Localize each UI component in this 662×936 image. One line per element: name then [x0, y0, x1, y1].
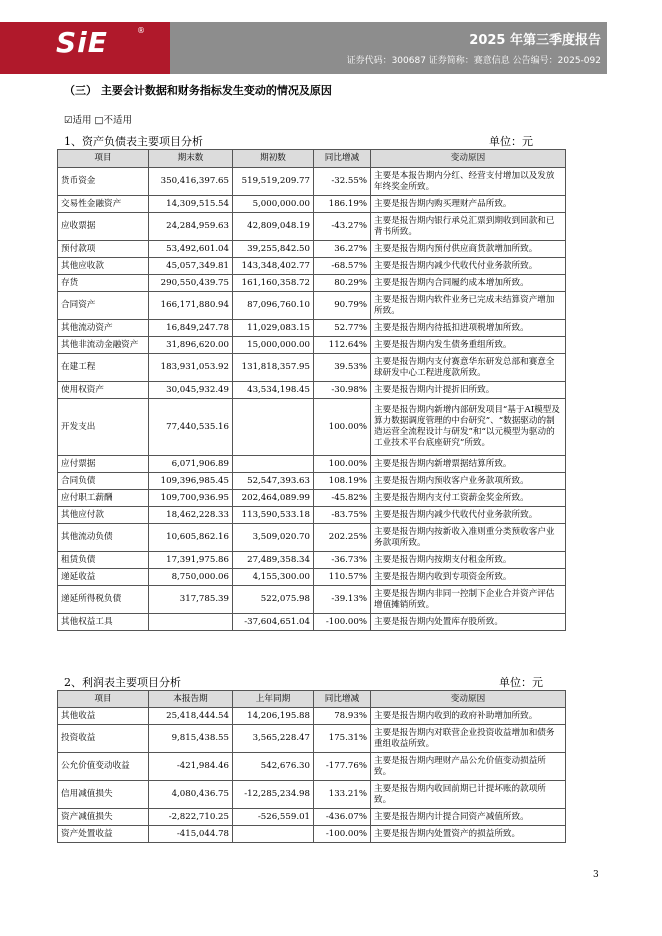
header-cell: 项目: [58, 691, 149, 708]
reason-cell: 主要是报告期内计提合同资产减值所致。: [371, 809, 566, 826]
reason-cell: 主要是报告期内处置资产的损益所致。: [371, 826, 566, 843]
value-cell: 78.93%: [314, 708, 371, 725]
value-cell: 110.57%: [314, 569, 371, 586]
value-cell: 112.64%: [314, 337, 371, 354]
value-cell: 9,815,438.55: [149, 725, 233, 753]
table-row: [58, 826, 566, 843]
reason-cell: 主要是本报告期内分红、经营支付增加以及发放年终奖金所致。: [371, 168, 566, 196]
table-header-row: [58, 150, 566, 168]
table-row: [58, 586, 566, 614]
reason-cell: 主要是报告期内按新收入准则重分类预收客户业务款项所致。: [371, 524, 566, 552]
table-row: [58, 524, 566, 552]
table-row: [58, 213, 566, 241]
table-row: [58, 320, 566, 337]
value-cell: 24,284,959.63: [149, 213, 233, 241]
reason-cell: 主要是报告期内收到专项资金所致。: [371, 569, 566, 586]
header-cell: 项目: [58, 150, 149, 168]
table-row: [58, 569, 566, 586]
value-cell: 131,818,357.95: [233, 354, 314, 382]
item-cell: 其他应收款: [58, 258, 149, 275]
table-row: [58, 614, 566, 631]
value-cell: 183,931,053.92: [149, 354, 233, 382]
value-cell: 8,750,000.06: [149, 569, 233, 586]
apply-options: ☑适用 □不适用: [64, 115, 133, 126]
table-row: [58, 292, 566, 320]
table-row: [58, 168, 566, 196]
item-cell: 资产减值损失: [58, 809, 149, 826]
table-row: [58, 258, 566, 275]
value-cell: 25,418,444.54: [149, 708, 233, 725]
balance-sheet-table: [57, 149, 566, 631]
reason-cell: 主要是报告期内处置库存股所致。: [371, 614, 566, 631]
table-row: [58, 809, 566, 826]
company-logo: SiE: [56, 26, 108, 59]
value-cell: 27,489,358.34: [233, 552, 314, 569]
reason-cell: 主要是报告期内银行承兑汇票到期收到回款和已背书所致。: [371, 213, 566, 241]
value-cell: 6,071,906.89: [149, 456, 233, 473]
header-info-band: [170, 22, 607, 74]
value-cell: 202.25%: [314, 524, 371, 552]
value-cell: -37,604,651.04: [233, 614, 314, 631]
value-cell: 14,206,195.88: [233, 708, 314, 725]
value-cell: -45.82%: [314, 490, 371, 507]
item-cell: 合同资产: [58, 292, 149, 320]
value-cell: -100.00%: [314, 614, 371, 631]
item-cell: 其他应付款: [58, 507, 149, 524]
value-cell: 542,676.30: [233, 753, 314, 781]
item-cell: 其他流动负债: [58, 524, 149, 552]
value-cell: 14,309,515.54: [149, 196, 233, 213]
reason-cell: 主要是报告期内非同一控制下企业合并资产评估增值摊销所致。: [371, 586, 566, 614]
reason-cell: 主要是报告期内待抵扣进项税增加所致。: [371, 320, 566, 337]
value-cell: -526,559.01: [233, 809, 314, 826]
value-cell: [233, 826, 314, 843]
value-cell: 87,096,760.10: [233, 292, 314, 320]
value-cell: 3,565,228.47: [233, 725, 314, 753]
value-cell: 202,464,089.99: [233, 490, 314, 507]
reason-cell: 主要是报告期内对联营企业投资收益增加和债务重组收益所致。: [371, 725, 566, 753]
item-cell: 开发支出: [58, 399, 149, 456]
table-row: [58, 473, 566, 490]
income-statement-table: [57, 690, 566, 843]
header-cell: 变动原因: [371, 150, 566, 168]
reason-cell: 主要是报告期内支付工资薪金奖金所致。: [371, 490, 566, 507]
reason-cell: 主要是报告期内发生债务重组所致。: [371, 337, 566, 354]
value-cell: -32.55%: [314, 168, 371, 196]
item-cell: 递延收益: [58, 569, 149, 586]
item-cell: 存货: [58, 275, 149, 292]
table-row: [58, 196, 566, 213]
value-cell: -68.57%: [314, 258, 371, 275]
value-cell: [233, 456, 314, 473]
value-cell: [149, 614, 233, 631]
value-cell: -177.76%: [314, 753, 371, 781]
value-cell: 80.29%: [314, 275, 371, 292]
table-row: [58, 725, 566, 753]
value-cell: 39.53%: [314, 354, 371, 382]
value-cell: 186.19%: [314, 196, 371, 213]
report-title: 2025 年第三季度报告: [469, 33, 601, 48]
table-row: [58, 490, 566, 507]
header-cell: 变动原因: [371, 691, 566, 708]
table-row: [58, 337, 566, 354]
reason-cell: 主要是报告期内计提折旧所致。: [371, 382, 566, 399]
value-cell: -2,822,710.25: [149, 809, 233, 826]
page-number: 3: [593, 870, 599, 880]
reason-cell: 主要是报告期内软件业务已完成未结算资产增加所致。: [371, 292, 566, 320]
reason-cell: 主要是报告期内合同履约成本增加所致。: [371, 275, 566, 292]
value-cell: -36.73%: [314, 552, 371, 569]
value-cell: 10,605,862.16: [149, 524, 233, 552]
value-cell: 4,080,436.75: [149, 781, 233, 809]
value-cell: 522,075.98: [233, 586, 314, 614]
table-row: [58, 382, 566, 399]
value-cell: 15,000,000.00: [233, 337, 314, 354]
value-cell: 108.19%: [314, 473, 371, 490]
reason-cell: 主要是报告期内预收客户业务款项所致。: [371, 473, 566, 490]
value-cell: 53,492,601.04: [149, 241, 233, 258]
value-cell: 90.79%: [314, 292, 371, 320]
item-cell: 信用减值损失: [58, 781, 149, 809]
value-cell: 317,785.39: [149, 586, 233, 614]
table-row: [58, 507, 566, 524]
value-cell: 11,029,083.15: [233, 320, 314, 337]
item-cell: 其他权益工具: [58, 614, 149, 631]
value-cell: [233, 399, 314, 456]
item-cell: 其他收益: [58, 708, 149, 725]
reason-cell: 主要是报告期内理财产品公允价值变动损益所致。: [371, 753, 566, 781]
header-cell: 同比增减: [314, 691, 371, 708]
value-cell: 161,160,358.72: [233, 275, 314, 292]
table-row: [58, 241, 566, 258]
value-cell: 36.27%: [314, 241, 371, 258]
value-cell: 39,255,842.50: [233, 241, 314, 258]
value-cell: 100.00%: [314, 399, 371, 456]
item-cell: 应付票据: [58, 456, 149, 473]
item-cell: 应付职工薪酬: [58, 490, 149, 507]
item-cell: 使用权资产: [58, 382, 149, 399]
reason-cell: 主要是报告期内预付供应商货款增加所致。: [371, 241, 566, 258]
reason-cell: 主要是报告期内减少代收代付业务款所致。: [371, 507, 566, 524]
value-cell: 133.21%: [314, 781, 371, 809]
value-cell: 100.00%: [314, 456, 371, 473]
header-cell: 同比增减: [314, 150, 371, 168]
value-cell: 43,534,198.45: [233, 382, 314, 399]
reason-cell: 主要是报告期内支付赛意华东研发总部和赛意全球研发中心工程进度款所致。: [371, 354, 566, 382]
item-cell: 其他非流动金融资产: [58, 337, 149, 354]
income-unit: 单位：元: [499, 676, 543, 689]
value-cell: 109,396,985.45: [149, 473, 233, 490]
item-cell: 应收票据: [58, 213, 149, 241]
item-cell: 货币资金: [58, 168, 149, 196]
reason-cell: 主要是报告期内新增内部研发项目“基于AI模型及算力数据调度管理的中台研究”、“数据驱动的制造运营全流程设计与研发”和“以元模型为驱动的工业技术平台底座研究”所致。: [371, 399, 566, 456]
item-cell: 交易性金融资产: [58, 196, 149, 213]
item-cell: 投资收益: [58, 725, 149, 753]
value-cell: 3,509,020.70: [233, 524, 314, 552]
value-cell: 113,590,533.18: [233, 507, 314, 524]
table-row: [58, 399, 566, 456]
value-cell: 18,462,228.33: [149, 507, 233, 524]
header-cell: 本报告期: [149, 691, 233, 708]
value-cell: 30,045,932.49: [149, 382, 233, 399]
value-cell: 45,057,349.81: [149, 258, 233, 275]
item-cell: 其他流动资产: [58, 320, 149, 337]
value-cell: 52,547,393.63: [233, 473, 314, 490]
income-section-title: 2、利润表主要项目分析: [64, 676, 181, 689]
value-cell: 16,849,247.78: [149, 320, 233, 337]
value-cell: -39.13%: [314, 586, 371, 614]
table-row: [58, 275, 566, 292]
reason-cell: 主要是报告期内购买理财产品所致。: [371, 196, 566, 213]
table-row: [58, 552, 566, 569]
item-cell: 预付款项: [58, 241, 149, 258]
value-cell: 42,809,048.19: [233, 213, 314, 241]
reason-cell: 主要是报告期内收到的政府补助增加所致。: [371, 708, 566, 725]
reason-cell: 主要是报告期内减少代收代付业务款所致。: [371, 258, 566, 275]
value-cell: 77,440,535.16: [149, 399, 233, 456]
item-cell: 资产处置收益: [58, 826, 149, 843]
item-cell: 租赁负债: [58, 552, 149, 569]
item-cell: 递延所得税负债: [58, 586, 149, 614]
value-cell: -30.98%: [314, 382, 371, 399]
value-cell: -12,285,234.98: [233, 781, 314, 809]
table-row: [58, 781, 566, 809]
table-row: [58, 456, 566, 473]
registered-mark: ®: [137, 26, 145, 35]
value-cell: 5,000,000.00: [233, 196, 314, 213]
table-row: [58, 753, 566, 781]
reason-cell: 主要是报告期内新增票据结算所致。: [371, 456, 566, 473]
value-cell: 52.77%: [314, 320, 371, 337]
value-cell: -43.27%: [314, 213, 371, 241]
header-cell: 上年同期: [233, 691, 314, 708]
value-cell: 350,416,397.65: [149, 168, 233, 196]
value-cell: 31,896,620.00: [149, 337, 233, 354]
value-cell: 175.31%: [314, 725, 371, 753]
table-row: [58, 354, 566, 382]
value-cell: 4,155,300.00: [233, 569, 314, 586]
value-cell: -100.00%: [314, 826, 371, 843]
table-row: [58, 708, 566, 725]
header-cell: 期末数: [149, 150, 233, 168]
balance-unit: 单位：元: [489, 135, 533, 148]
section-title: （三） 主要会计数据和财务指标发生变动的情况及原因: [64, 84, 332, 97]
value-cell: -83.75%: [314, 507, 371, 524]
table-header-row: [58, 691, 566, 708]
value-cell: 290,550,439.75: [149, 275, 233, 292]
item-cell: 合同负债: [58, 473, 149, 490]
value-cell: 143,348,402.77: [233, 258, 314, 275]
value-cell: -415,044.78: [149, 826, 233, 843]
item-cell: 在建工程: [58, 354, 149, 382]
value-cell: 17,391,975.86: [149, 552, 233, 569]
balance-section-title: 1、资产负债表主要项目分析: [64, 135, 203, 148]
reason-cell: 主要是报告期内按期支付租金所致。: [371, 552, 566, 569]
report-info: 证券代码：300687 证券简称：赛意信息 公告编号：2025-092: [346, 56, 601, 66]
header-cell: 期初数: [233, 150, 314, 168]
reason-cell: 主要是报告期内收回前期已计提坏账的款项所致。: [371, 781, 566, 809]
value-cell: -436.07%: [314, 809, 371, 826]
value-cell: 519,519,209.77: [233, 168, 314, 196]
value-cell: 109,700,936.95: [149, 490, 233, 507]
value-cell: -421,984.46: [149, 753, 233, 781]
item-cell: 公允价值变动收益: [58, 753, 149, 781]
value-cell: 166,171,880.94: [149, 292, 233, 320]
